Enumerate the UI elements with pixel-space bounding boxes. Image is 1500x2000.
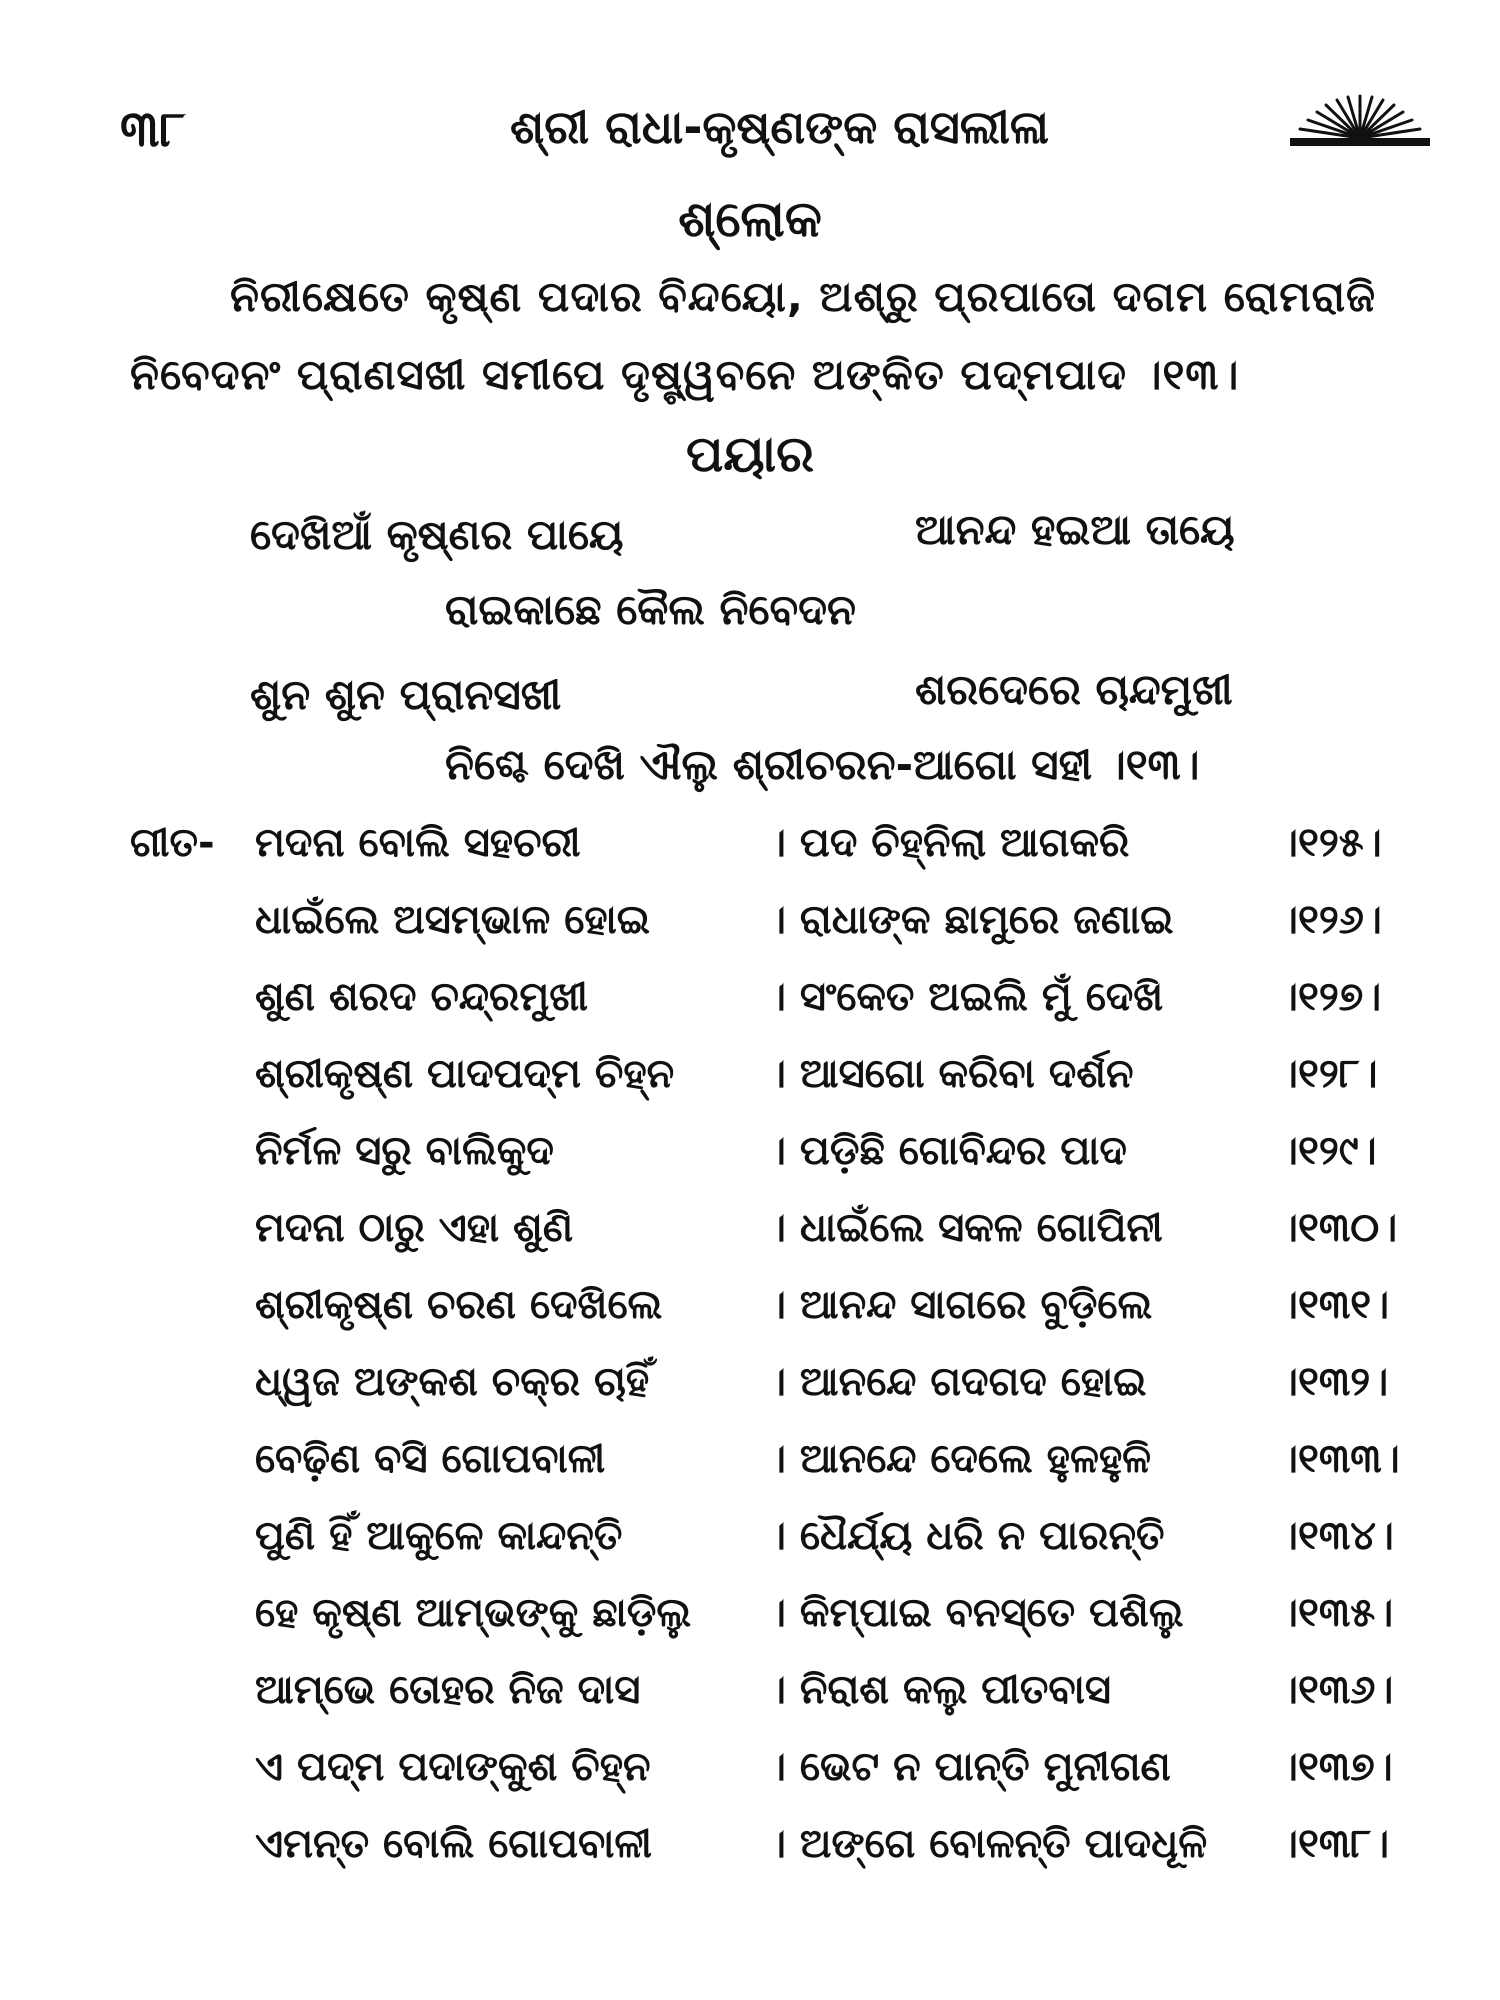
verse-first-half: ବେଢ଼ିଣ ବସି ଗୋପବାଳୀ bbox=[255, 1436, 606, 1482]
running-title: ଶ୍ରୀ ରାଧା-କୃଷ୍ଣଙ୍କ ରାସଲୀଳା bbox=[510, 100, 1049, 154]
verse-number: ।୧୩୭। bbox=[1280, 1744, 1393, 1790]
verse-first-half: ଶୁଣ ଶରଦ ଚନ୍ଦ୍ରମୁଖୀ bbox=[255, 974, 588, 1020]
verse-second-half: । ପଡ଼ିଛି ଗୋବିନ୍ଦର ପାଦ bbox=[768, 1128, 1127, 1174]
geet-label: ଗୀତ- bbox=[130, 820, 215, 866]
verse-number: ।୧୩୫। bbox=[1280, 1590, 1394, 1636]
payar-line: ଆନନ୍ଦ ହଇଆ ତାୟେ bbox=[915, 505, 1235, 554]
verse-number: ।୧୩୦। bbox=[1280, 1205, 1398, 1251]
verse-second-half: । ଆସଗୋ କରିବା ଦର୍ଶନ bbox=[768, 1051, 1134, 1097]
verse-second-half: । ଆନନ୍ଦେ ଦେଲେ ହୁଳହୁଳି bbox=[768, 1436, 1152, 1482]
geet-row bbox=[0, 1205, 1500, 1265]
verse-second-half: । କିମ୍ପାଇ ବନସ୍ତେ ପଶିଲୁ bbox=[768, 1590, 1184, 1636]
verse-number: ।୧୨୫। bbox=[1280, 820, 1382, 866]
verse-second-half: । ସଂକେତ ଅଇଲି ମୁଁ ଦେଖି bbox=[768, 974, 1164, 1020]
verse-number: ।୧୩୨। bbox=[1280, 1359, 1389, 1405]
geet-row bbox=[0, 1744, 1500, 1804]
geet-row bbox=[0, 1821, 1500, 1881]
verse-first-half: ନିର୍ମଳ ସରୁ ବାଲିକୁଦ bbox=[255, 1128, 554, 1174]
verse-second-half: । ଅଙ୍ଗେ ବୋଳନ୍ତି ପାଦଧୂଳି bbox=[768, 1821, 1208, 1867]
verse-second-half: । ଧୈର୍ଯ୍ୟ ଧରି ନ ପାରନ୍ତି bbox=[768, 1513, 1165, 1559]
geet-row bbox=[0, 1436, 1500, 1496]
page-number: ୩୮ bbox=[120, 100, 186, 158]
verse-number: ।୧୨୮। bbox=[1280, 1051, 1378, 1097]
geet-row bbox=[0, 974, 1500, 1034]
verse-second-half: । ଭେଟ ନ ପାନ୍ତି ମୁନୀଗଣ bbox=[768, 1744, 1171, 1790]
geet-row bbox=[0, 1590, 1500, 1650]
verse-first-half: ଧାଇଁଲେ ଅସମ୍ଭାଳ ହୋଇ bbox=[255, 897, 650, 943]
geet-row bbox=[0, 1513, 1500, 1573]
verse-number: ।୧୩୧। bbox=[1280, 1282, 1390, 1328]
verse-number: ।୧୩୪। bbox=[1280, 1513, 1394, 1559]
verse-first-half: ପୁଣି ହିଁ ଆକୁଳେ କାନ୍ଦନ୍ତି bbox=[255, 1513, 623, 1559]
payar-line: ଶରଦେରେ ଚାନ୍ଦମୁଖୀ bbox=[915, 665, 1233, 714]
payar-line: ରାଇକାଛେ କୈଲ ନିବେଦନ bbox=[445, 585, 856, 634]
verse-number: ।୧୩୬। bbox=[1280, 1667, 1394, 1713]
geet-row bbox=[0, 1051, 1500, 1111]
geet-row bbox=[0, 1128, 1500, 1188]
verse-second-half: । ରାଧାଙ୍କ ଛାମୁରେ ଜଣାଇ bbox=[768, 897, 1174, 943]
verse-first-half: ଏମନ୍ତ ବୋଲି ଗୋପବାଳୀ bbox=[255, 1821, 653, 1867]
sloka-line: ନିରୀକ୍ଷେତେ କୃଷ୍ଣ ପଦାର ବିନ୍ଦୟୋ, ଅଶ୍ରୁ ପ୍ରପାତୋ ଦଗମ ରୋମରାଜି bbox=[230, 272, 1377, 321]
verse-first-half: ହେ କୃଷ୍ଣ ଆମ୍ଭଙ୍କୁ ଛାଡ଼ିଲୁ bbox=[255, 1590, 692, 1636]
geet-row bbox=[0, 1282, 1500, 1342]
payar-line: ନିଶ୍ଚେ ଦେଖି ଐଲୁ ଶ୍ରୀଚରନ-ଆଗୋ ସହୀ ।୧୩। bbox=[445, 740, 1200, 789]
verse-first-half: ମଦନା ଠାରୁ ଏହା ଶୁଣି bbox=[255, 1205, 574, 1251]
verse-first-half: ଶ୍ରୀକୃଷ୍ଣ ପାଦପଦ୍ମ ଚିହ୍ନ bbox=[255, 1051, 675, 1097]
verse-first-half: ଏ ପଦ୍ମ ପଦାଙ୍କୁଶ ଚିହ୍ନ bbox=[255, 1744, 651, 1790]
verse-second-half: । ପଦ ଚିହ୍ନିଲା ଆଗକରି bbox=[768, 820, 1130, 866]
geet-row bbox=[0, 820, 1500, 880]
geet-row bbox=[0, 1359, 1500, 1419]
geet-row bbox=[0, 897, 1500, 957]
verse-number: ।୧୨୭। bbox=[1280, 974, 1382, 1020]
sloka-line: ନିବେଦନଂ ପ୍ରାଣସଖୀ ସମୀପେ ଦୃଷ୍ଟ୍ୱବନେ ଅଙ୍କିତ ପଦ୍ମପାଦ ।୧୩। bbox=[130, 350, 1240, 399]
verse-number: ।୧୩୮। bbox=[1280, 1821, 1390, 1867]
sloka-heading: ଶ୍ଲୋକ bbox=[678, 190, 822, 248]
payar-line: ଶୁନ ଶୁନ ପ୍ରାନସଖୀ bbox=[250, 670, 562, 719]
verse-number: ।୧୨୯। bbox=[1280, 1128, 1377, 1174]
geet-row bbox=[0, 1667, 1500, 1727]
payar-heading: ପୟାର bbox=[686, 425, 814, 483]
verse-number: ।୧୨୬। bbox=[1280, 897, 1382, 943]
verse-first-half: ମଦନା ବୋଲି ସହଚରୀ bbox=[255, 820, 581, 866]
sunburst-ornament-icon bbox=[1290, 92, 1430, 148]
verse-second-half: । ନିରାଶ କଲୁ ପୀତବାସ bbox=[768, 1667, 1111, 1713]
verse-second-half: । ଆନନ୍ଦେ ଗଦଗଦ ହୋଇ bbox=[768, 1359, 1147, 1405]
verse-number: ।୧୩୩। bbox=[1280, 1436, 1400, 1482]
verse-second-half: । ଆନନ୍ଦ ସାଗରେ ବୁଡ଼ିଲେ bbox=[768, 1282, 1153, 1328]
verse-second-half: । ଧାଇଁଲେ ସକଳ ଗୋପିନୀ bbox=[768, 1205, 1163, 1251]
verse-first-half: ଆମ୍ଭେ ତୋହର ନିଜ ଦାସ bbox=[255, 1667, 641, 1713]
verse-first-half: ଧ୍ୱଜ ଅଙ୍କଶ ଚକ୍ର ଚାହିଁ bbox=[255, 1359, 650, 1405]
verse-first-half: ଶ୍ରୀକୃଷ୍ଣ ଚରଣ ଦେଖିଲେ bbox=[255, 1282, 663, 1328]
payar-line: ଦେଖିଆଁ କୃଷ୍ଣର ପାୟେ bbox=[250, 510, 624, 559]
